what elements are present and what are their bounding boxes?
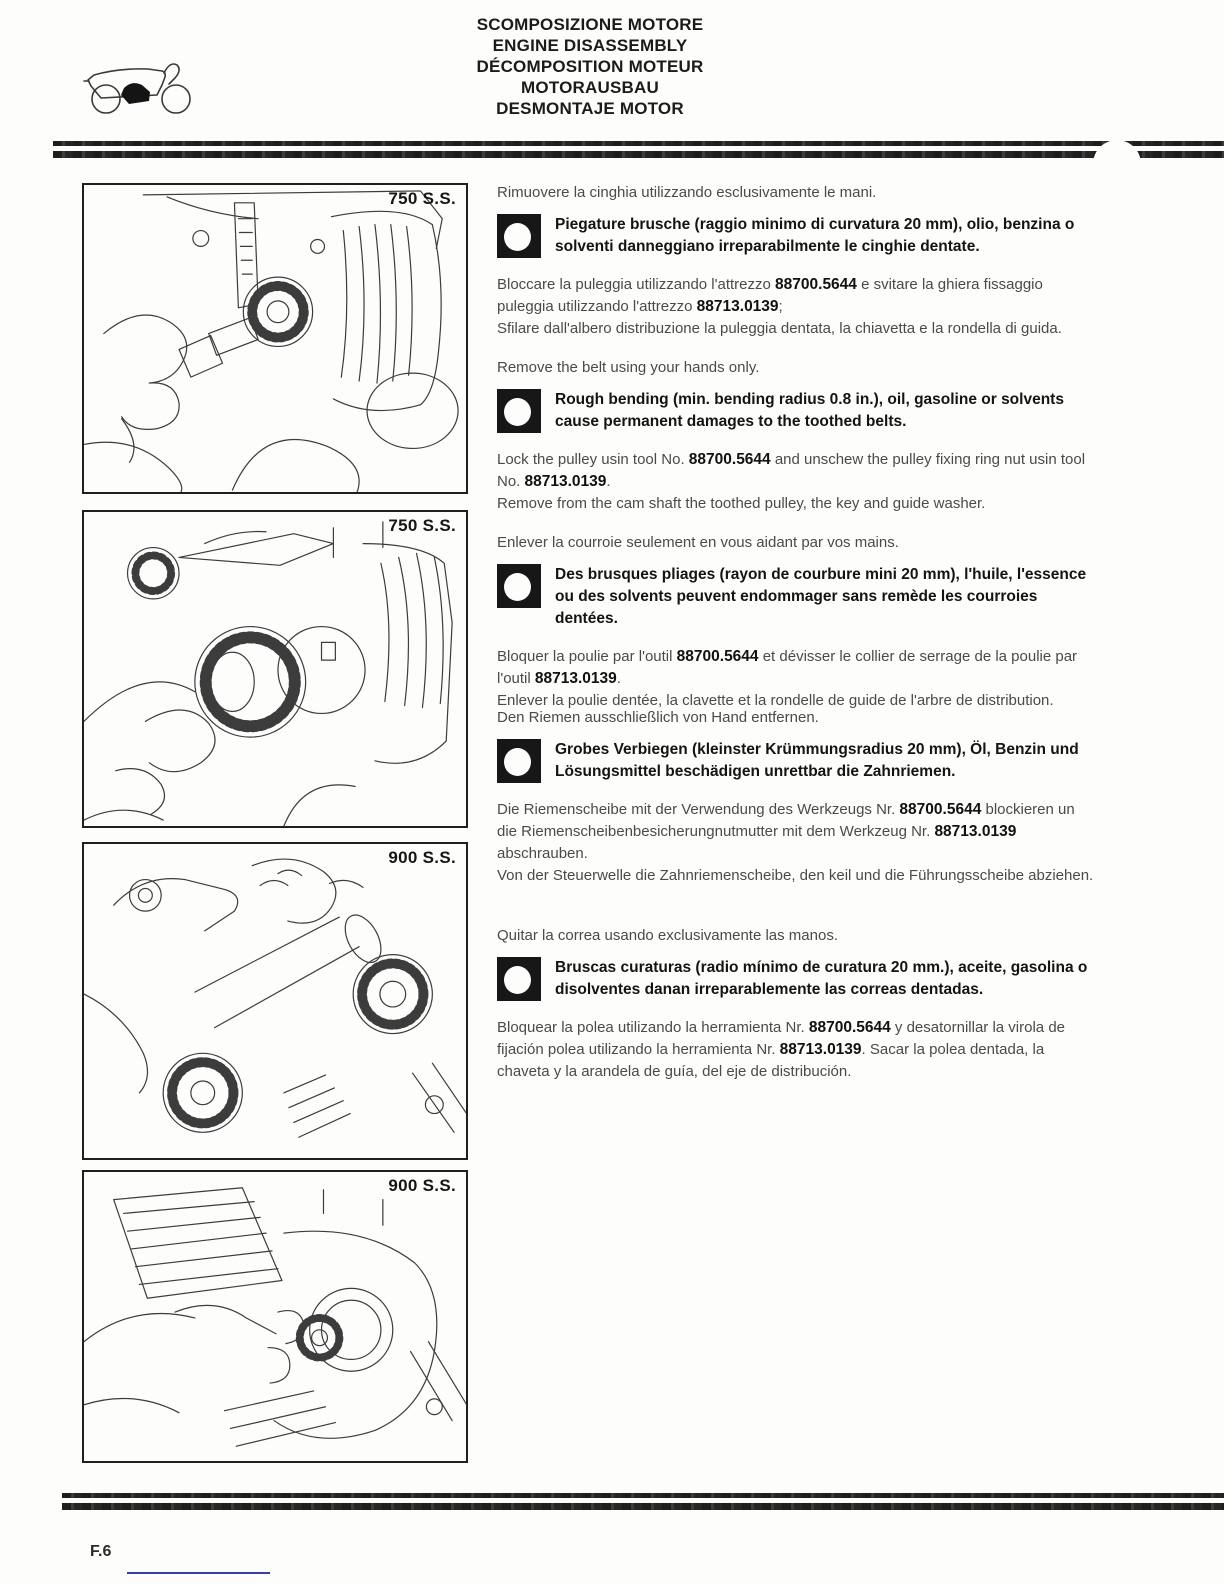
intro-text: Quitar la correa usando exclusivamente las manos. <box>497 927 839 944</box>
figure-label: 900 S.S. <box>388 1176 456 1195</box>
intro-text: Den Riemen ausschließlich von Hand entfernen. <box>497 709 819 726</box>
body-paragraph: Die Riemenscheibe mit der Verwendung des Werkzeugs Nr. 88700.5644 blockieren un die Riemenscheibenbesicherungnutmutter mit dem Werkzeug Nr. 88713.0139 abschrauben. <box>497 801 1075 862</box>
bottom-rule-upper <box>62 1493 1224 1498</box>
title-english: ENGINE DISASSEMBLY <box>492 36 688 55</box>
warning-text: Des brusques pliages (rayon de courbure mini 20 mm), l'huile, l'essence ou des solvents peuvent endommager sans remède les courroies dentées. <box>555 566 1087 627</box>
title-italian: SCOMPOSIZIONE MOTORE <box>476 15 704 34</box>
figure-label: 900 S.S. <box>388 848 456 867</box>
section-english <box>497 357 1097 515</box>
warning-note <box>497 564 1097 630</box>
warning-icon <box>497 564 541 608</box>
figure-900ss-locking-tool <box>82 842 468 1160</box>
body-paragraph: Bloccare la puleggia utilizzando l'attrezzo 88700.5644 e svitare la ghiera fissaggio puleggia utilizzando l'attrezzo 88713.0139; <box>497 276 1043 315</box>
warning-icon <box>497 389 541 433</box>
warning-dot <box>504 966 531 994</box>
warning-dot <box>504 398 531 426</box>
engine-illustration <box>84 1172 466 1461</box>
engine-illustration <box>84 185 466 492</box>
figure-750ss-pulley-removal <box>82 510 468 828</box>
title-french: DÉCOMPOSITION MOTEUR <box>476 57 704 76</box>
rule-notch <box>1093 140 1141 188</box>
warning-text: Rough bending (min. bending radius 0.8 in.), oil, gasoline or solvents cause permanent damages to the toothed belts. <box>555 391 1064 430</box>
page-title <box>360 14 820 119</box>
bottom-rule-lower <box>62 1503 1224 1510</box>
body-paragraph: Lock the pulley usin tool No. 88700.5644 and unschew the pulley fixing ring nut usin tool No. 88713.0139. <box>497 451 1086 490</box>
warning-icon <box>497 739 541 783</box>
title-german: MOTORAUSBAU <box>521 78 659 97</box>
footer-underline <box>127 1572 270 1574</box>
figure-label: 750 S.S. <box>388 189 456 208</box>
engine-illustration <box>84 512 466 826</box>
intro-text: Enlever la courroie seulement en vous aidant par vos mains. <box>497 534 899 551</box>
section-german <box>497 707 1097 887</box>
intro-text: Remove the belt using your hands only. <box>497 359 760 376</box>
warning-text: Piegature brusche (raggio minimo di curvatura 20 mm), olio, benzina o solventi danneggiano irreparabilmente le cinghie dentate. <box>555 216 1075 255</box>
figure-900ss-key-removal <box>82 1170 468 1463</box>
body-paragraph: Enlever la poulie dentée, la clavette et la rondelle de guide de l'arbre de distribution. <box>497 692 1054 709</box>
intro-text: Rimuovere la cinghia utilizzando esclusivamente le mani. <box>497 184 877 201</box>
warning-note <box>497 739 1097 783</box>
warning-note <box>497 214 1097 258</box>
warning-dot <box>504 573 531 601</box>
engine-illustration <box>84 844 466 1158</box>
section-italian <box>497 182 1097 340</box>
warning-dot <box>504 748 531 776</box>
motorcycle-icon <box>78 52 204 118</box>
section-french <box>497 532 1097 712</box>
top-rule-upper <box>53 141 1224 146</box>
title-spanish: DESMONTAJE MOTOR <box>496 99 684 118</box>
figure-750ss-belt-removal <box>82 183 468 494</box>
warning-dot <box>504 223 531 251</box>
body-paragraph: Remove from the cam shaft the toothed pulley, the key and guide washer. <box>497 495 986 512</box>
warning-note <box>497 957 1097 1001</box>
body-paragraph: Sfilare dall'albero distribuzione la puleggia dentata, la chiavetta e la rondella di guida. <box>497 320 1062 337</box>
warning-text: Grobes Verbiegen (kleinster Krümmungsradius 20 mm), Öl, Benzin und Lösungsmittel beschädigen unrettbar die Zahnriemen. <box>555 741 1079 780</box>
body-paragraph: Von der Steuerwelle die Zahnriemenscheibe, den keil und die Führungsscheibe abziehen. <box>497 867 1094 884</box>
warning-note <box>497 389 1097 433</box>
top-rule-lower <box>53 151 1224 158</box>
warning-text: Bruscas curaturas (radio mínimo de curatura 20 mm.), aceite, gasolina o disolventes danan irreparablemente las correas dentadas. <box>555 959 1088 998</box>
warning-icon <box>497 214 541 258</box>
page-number: F.6 <box>90 1543 112 1560</box>
section-spanish <box>497 925 1097 1083</box>
figure-label: 750 S.S. <box>388 516 456 535</box>
body-paragraph: Bloquer la poulie par l'outil 88700.5644 et dévisser le collier de serrage de la poulie par l'outil 88713.0139. <box>497 648 1078 687</box>
body-paragraph: Bloquear la polea utilizando la herramienta Nr. 88700.5644 y desatornillar la virola de fijación polea utilizando la herramienta Nr. 88713.0139. Sacar la polea dentada, la chaveta y la arandela de guía, del eje de distribución. <box>497 1019 1066 1080</box>
warning-icon <box>497 957 541 1001</box>
